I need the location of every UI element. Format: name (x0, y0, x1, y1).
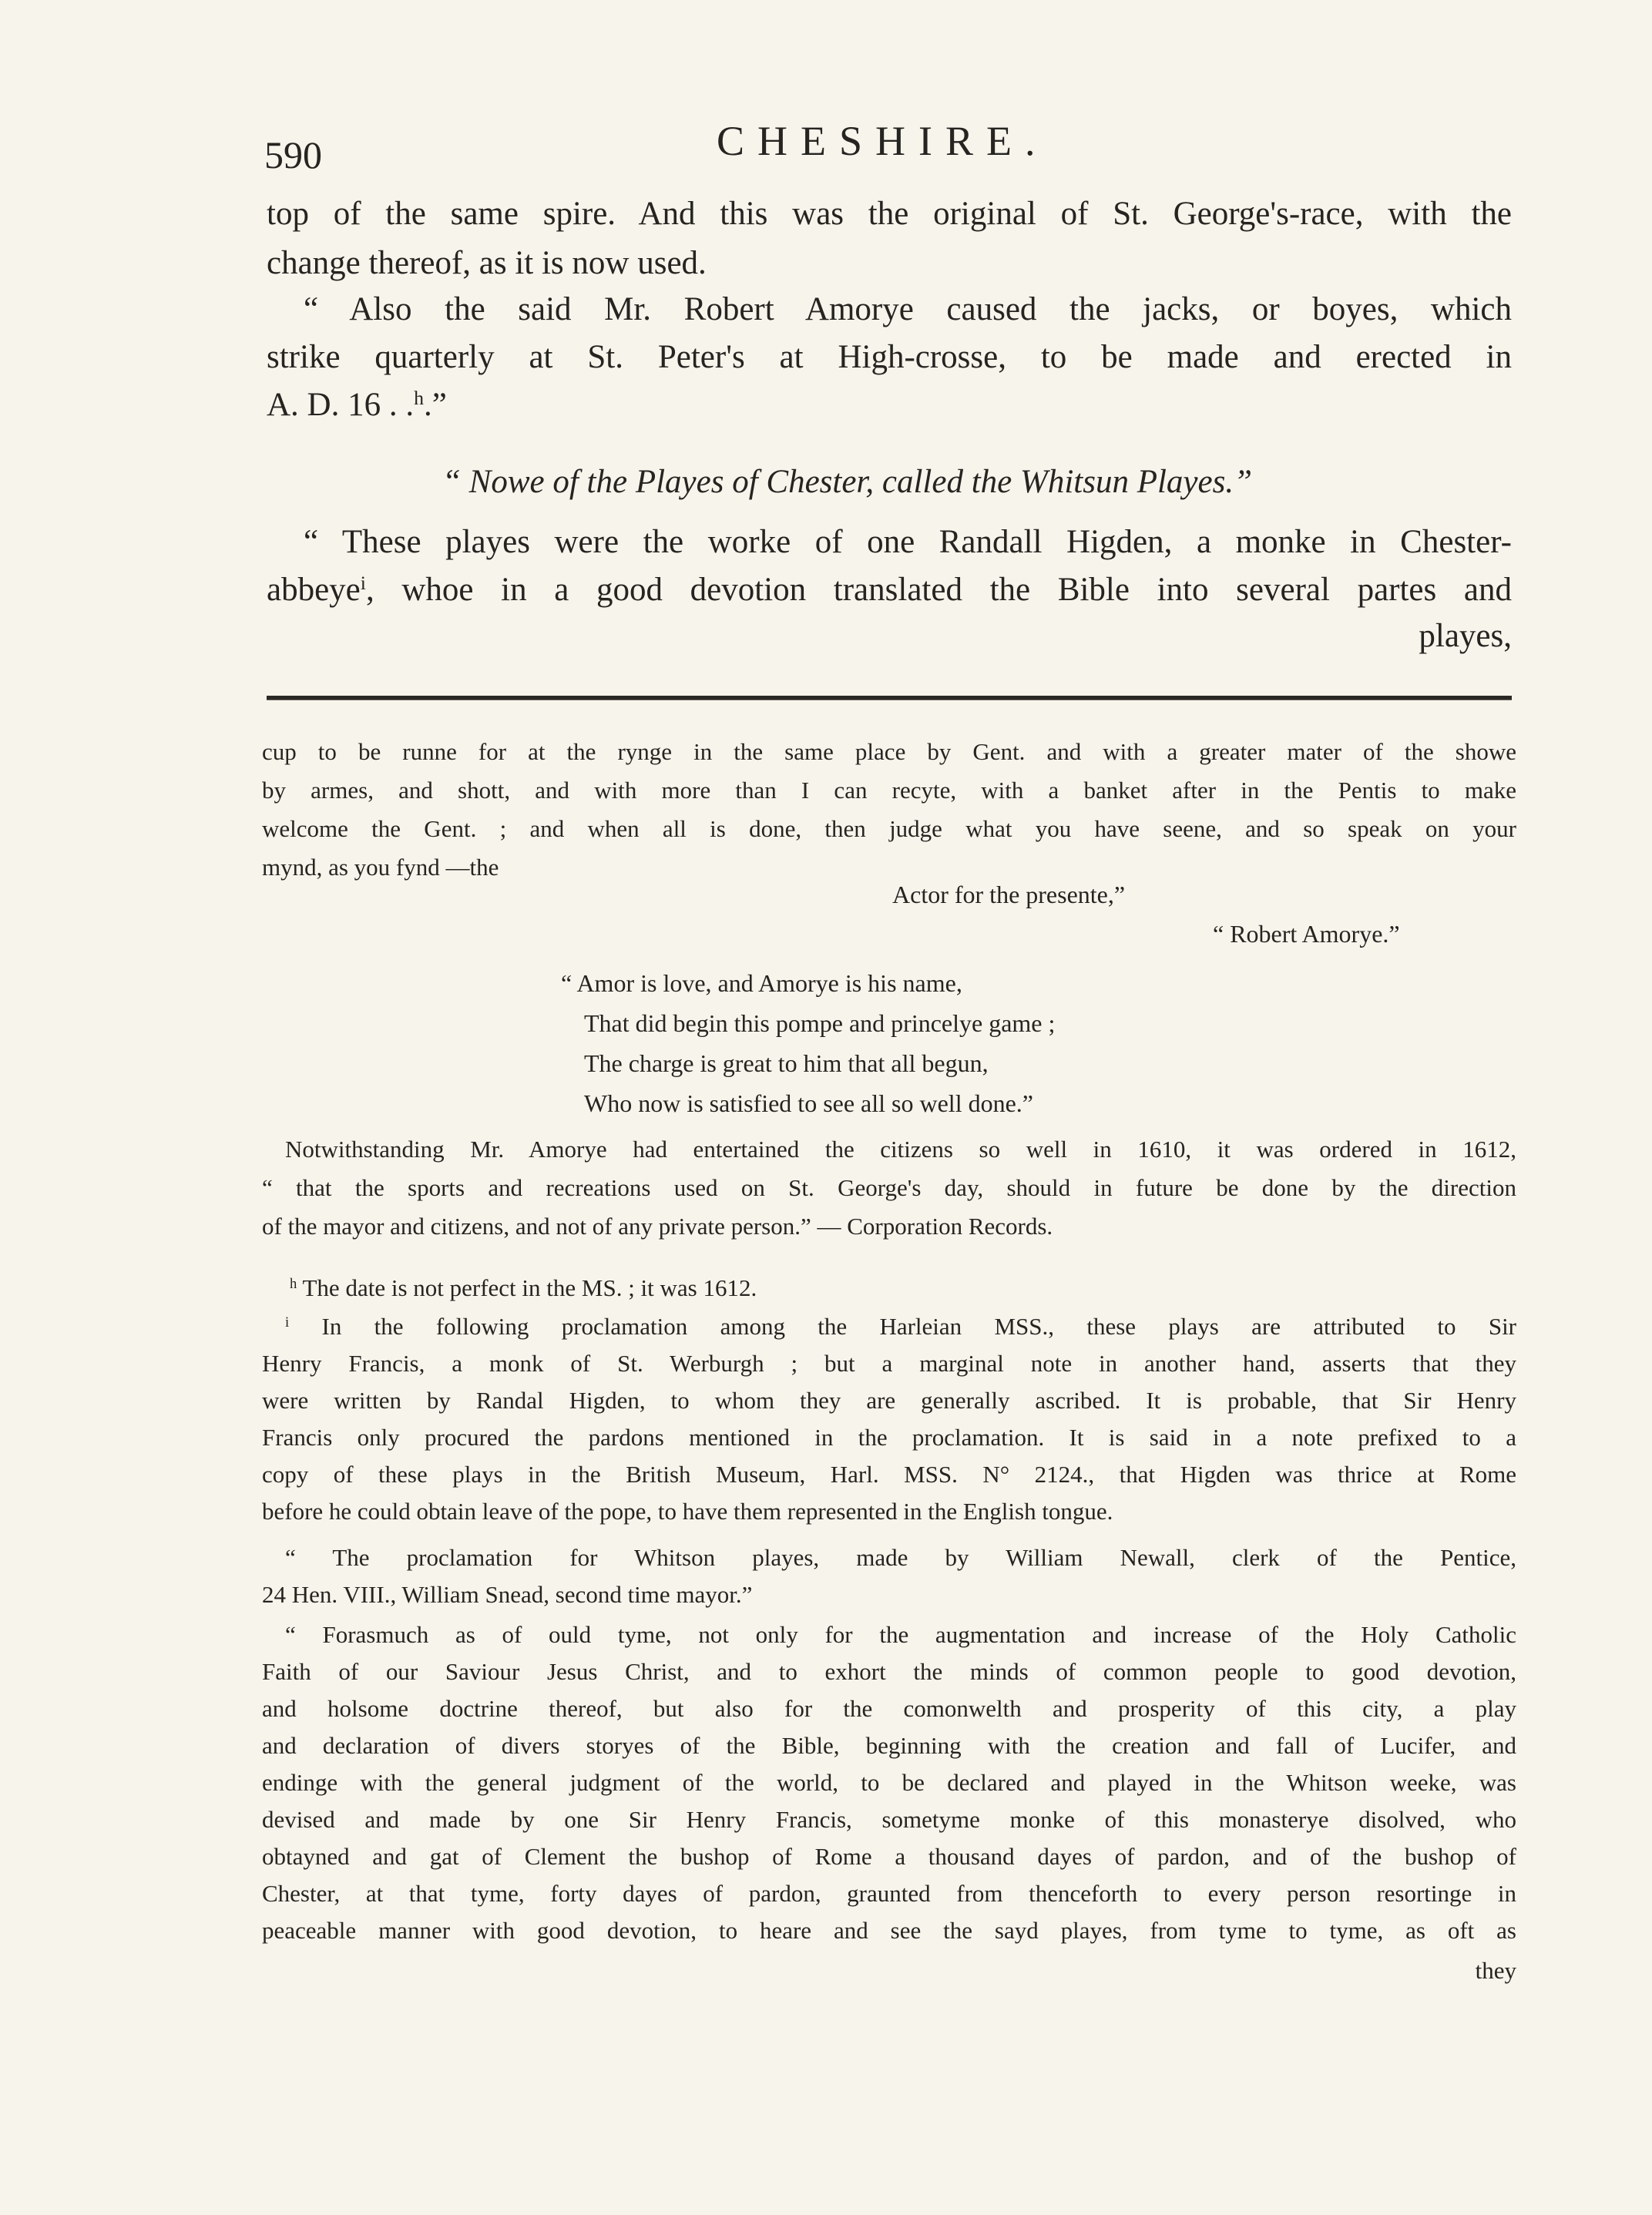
note-line: Chester, at that tyme, forty dayes of pardon, graunted from thenceforth to every person resortinge in (262, 1880, 1516, 1907)
catchword: they (1475, 1957, 1516, 1984)
note-line: 24 Hen. VIII., William Snead, second time mayor.” (262, 1581, 753, 1608)
verse-line: “ Amor is love, and Amorye is his name, (561, 969, 962, 997)
note-line: mynd, as you fynd —the (262, 854, 499, 881)
running-title: CHESHIRE. (717, 118, 1049, 164)
note-line: welcome the Gent. ; and when all is done, then judge what you have seene, and so speak on your (262, 815, 1516, 842)
main-line (267, 388, 447, 421)
note-line: Faith of our Saviour Jesus Christ, and to exhort the minds of common people to good devotion, (262, 1658, 1516, 1685)
catchword: playes, (1419, 618, 1512, 654)
note-line: “ that the sports and recreations used on St. George's day, should in future be done by the direction (262, 1174, 1516, 1201)
main-line-text: A. D. 16 . . (267, 387, 415, 423)
note-line: peaceable manner with good devotion, to heare and see the sayd playes, from tyme to tyme, as oft as (262, 1917, 1516, 1944)
note-line: were written by Randal Higden, to whom they are generally ascribed. It is probable, that Sir Henry (262, 1387, 1516, 1414)
note-line: devised and made by one Sir Henry Francis, sometyme monke of this monasterye disolved, who (262, 1806, 1516, 1833)
main-line: “ Also the said Mr. Robert Amorye caused the jacks, or boyes, which (304, 291, 1512, 327)
note-line: obtayned and gat of Clement the bushop of Rome a thousand dayes of pardon, and of the bushop of (262, 1843, 1516, 1870)
main-line: change thereof, as it is now used. (267, 245, 707, 281)
footnote-ref-i: i (360, 571, 366, 594)
note-line: and holsome doctrine thereof, but also for the comonwelth and prosperity of this city, a play (262, 1695, 1516, 1722)
note-line: Henry Francis, a monk of St. Werburgh ; but a marginal note in another hand, asserts that they (262, 1350, 1516, 1377)
note-line: copy of these plays in the British Museum, Harl. MSS. N° 2124., that Higden was thrice at Rome (262, 1461, 1516, 1488)
verse-line: Who now is satisfied to see all so well done.” (584, 1089, 1033, 1117)
note-line: of the mayor and citizens, and not of any private person.” — Corporation Records. (262, 1213, 1053, 1240)
note-line: and declaration of divers storyes of the Bible, beginning with the creation and fall of Lucifer, and (262, 1732, 1516, 1759)
note-line (285, 1314, 1516, 1338)
main-line: top of the same spire. And this was the original of St. George's-race, with the (267, 196, 1512, 232)
verse-line: That did begin this pompe and princelye game ; (584, 1009, 1056, 1037)
main-line-text: , whoe in a good devotion translated the Bible into several partes and (365, 572, 1512, 608)
note-line: before he could obtain leave of the pope, to have them represented in the English tongue. (262, 1498, 1113, 1525)
section-heading: “ Nowe of the Playes of Chester, called the Whitsun Playes.” (442, 464, 1252, 500)
note-line (290, 1276, 757, 1300)
note-line: cup to be runne for at the rynge in the same place by Gent. and with a greater mater of the showe (262, 738, 1516, 765)
main-line: “ These playes were the worke of one Randall Higden, a monke in Chester- (304, 524, 1512, 560)
main-line: strike quarterly at St. Peter's at High-crosse, to be made and erected in (267, 339, 1512, 375)
note-line: “ The proclamation for Whitson playes, made by William Newall, clerk of the Pentice, (285, 1544, 1516, 1571)
footnote-rule (267, 696, 1512, 700)
note-line: Francis only procured the pardons mentioned in the proclamation. It is said in a note prefixed to a (262, 1424, 1516, 1451)
main-line-close: .” (424, 387, 447, 423)
footnote-mark-h: h (290, 1275, 297, 1292)
footnote-mark-i: i (285, 1314, 290, 1331)
note-line: “ Forasmuch as of ould tyme, not only for the augmentation and increase of the Holy Catholic (285, 1621, 1516, 1648)
footnote-text: The date is not perfect in the MS. ; it was 1612. (302, 1274, 757, 1301)
note-line: endinge with the general judgment of the world, to be declared and played in the Whitson weeke, was (262, 1769, 1516, 1796)
main-line (267, 573, 1512, 606)
signature-name: “ Robert Amorye.” (1213, 920, 1400, 948)
signature-actor: Actor for the presente,” (892, 881, 1126, 908)
verse-line: The charge is great to him that all begun, (584, 1049, 989, 1077)
footnote-ref-h: h (414, 386, 425, 409)
note-line: by armes, and shott, and with more than I can recyte, with a banket after in the Pentis to make (262, 777, 1516, 804)
page-number: 590 (264, 133, 322, 176)
main-line-text: abbeye (267, 572, 361, 608)
footnote-text: In the following proclamation among the Harleian MSS., these plays are attributed to Sir (321, 1313, 1517, 1340)
note-line: Notwithstanding Mr. Amorye had entertained the citizens so well in 1610, it was ordered in 1612, (285, 1136, 1516, 1163)
